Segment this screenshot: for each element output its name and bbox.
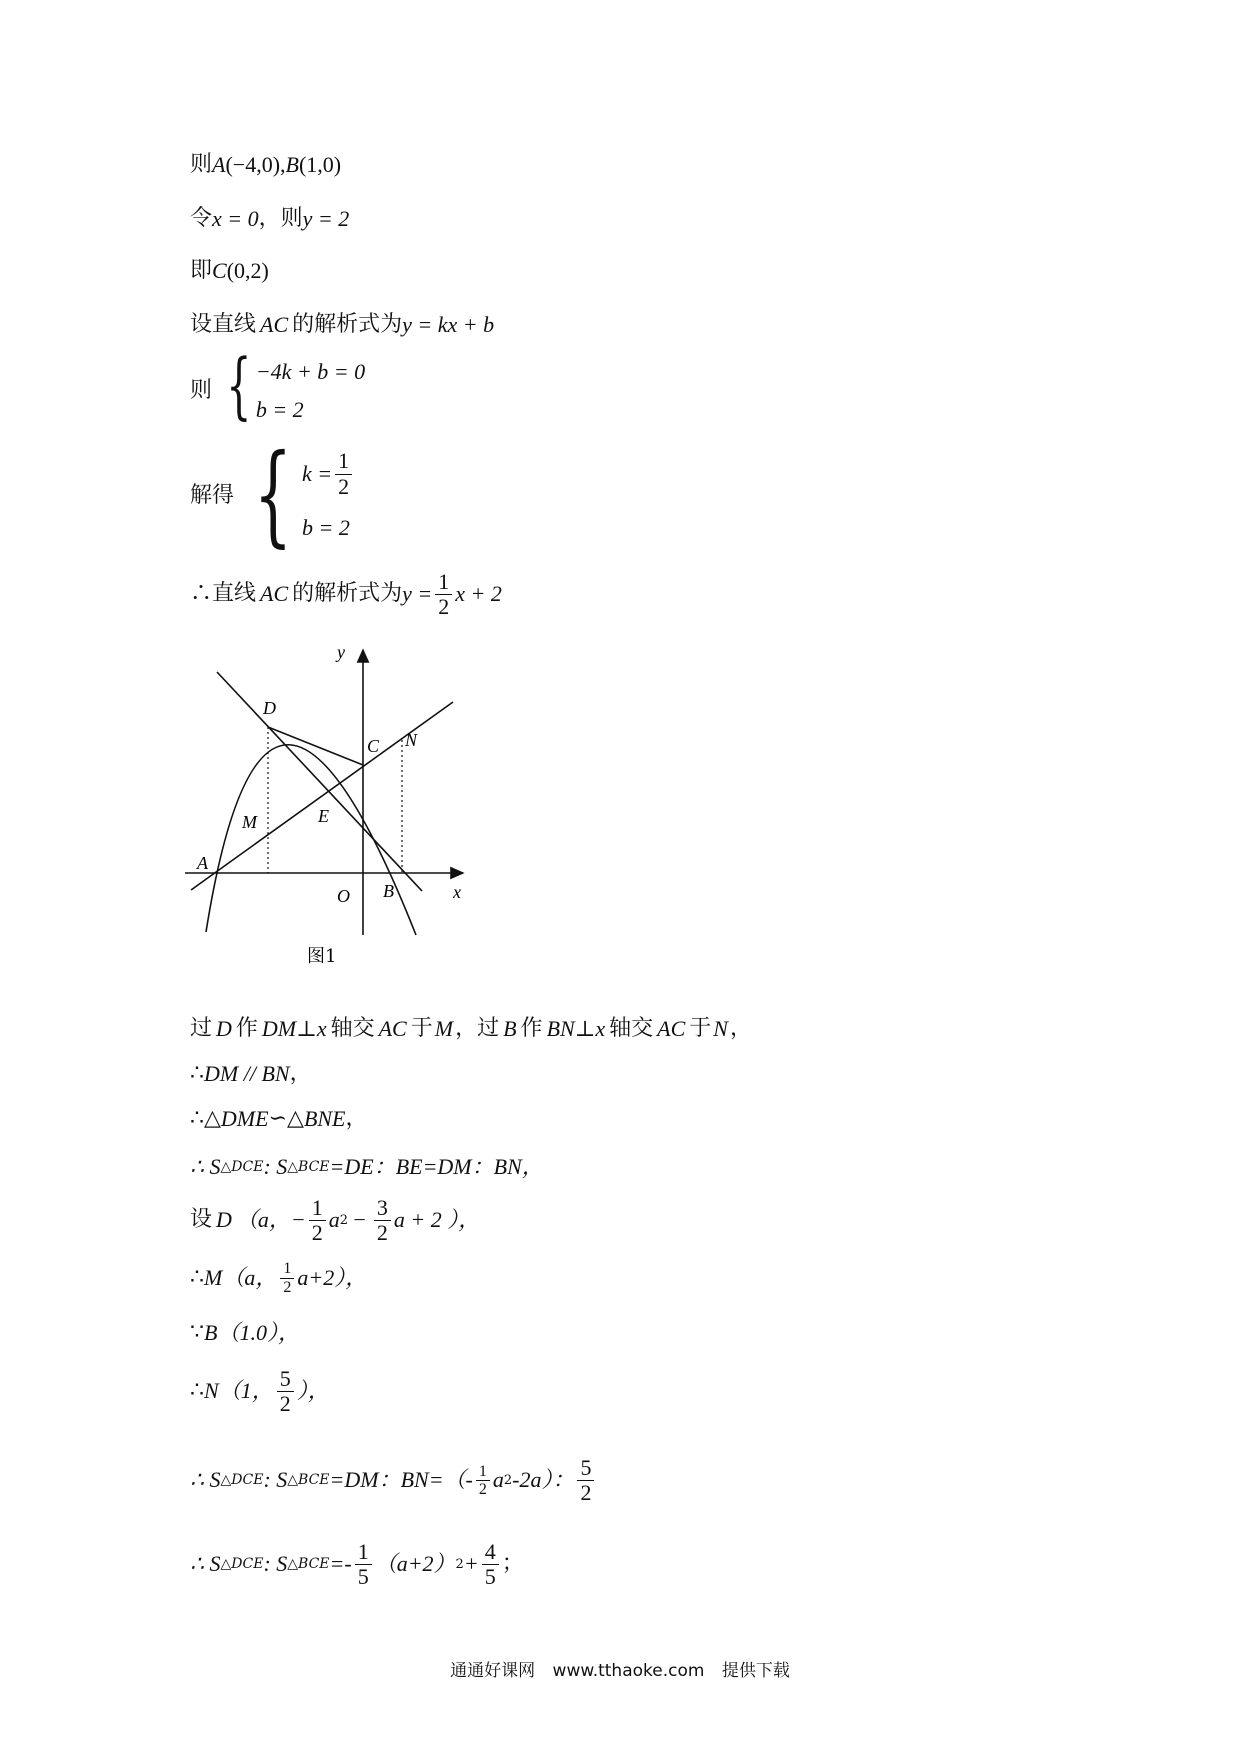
point-a-coord: (−4,0), [225,152,286,177]
math: : S [263,1467,288,1493]
line-db [217,672,422,891]
subscript: △DCE [220,1158,264,1175]
label-c: C [367,736,380,756]
line-point-m [190,1260,367,1296]
math: （a+2） [374,1551,456,1577]
math: − [352,1207,367,1233]
text: 令 [190,206,213,231]
math: : S [263,1154,288,1179]
text: 于 [689,1016,712,1041]
text: ， [729,1016,752,1041]
math: D [216,1207,232,1233]
equation-system [216,343,366,429]
math: ∴ S [190,1154,221,1179]
label-m: M [242,812,257,832]
label-x: x [453,882,461,902]
line-area-ratio-2: ∴ S △DCE : S △BCE =DM：BN=（- $\frac{1}{2}$ a 2 -2a）： $\frac{5}{2}$ [190,1456,597,1505]
text: ∴ [190,1264,204,1290]
label-e: E [318,806,329,826]
text: ，过 [455,1016,500,1041]
label-o: O [337,886,350,906]
system-row: −4k + b = 0 [255,358,366,384]
math: + [463,1551,479,1577]
denominator: 2 [478,1481,487,1499]
math: AC [378,1016,407,1041]
text: 作 [520,1016,543,1041]
fraction [277,1367,294,1416]
denominator: 2 [580,1480,592,1506]
point-a-label: A [212,152,226,177]
fraction [435,570,452,619]
math: a [328,1207,340,1233]
numerator: 5 [277,1367,294,1392]
line-point-n [190,1367,330,1416]
text: ∴直线 [190,581,257,607]
line-ac-result [190,570,502,619]
system-row: b = 2 [302,514,350,540]
text: ∵ [190,1320,204,1345]
denominator: 2 [338,473,350,499]
denominator: 2 [283,1278,292,1296]
text: 则 [190,377,213,403]
line-area-ratio-3 [190,1540,524,1589]
text: ∴△ [190,1106,221,1131]
fraction [374,1196,391,1245]
line-parallel [190,1061,312,1087]
system-row: b = 2 [255,396,304,422]
math: k = [302,460,333,486]
footer-url[interactable]: www.tthaoke.com [552,1661,705,1681]
math: x + 2 [455,581,502,607]
math: y = kx + b [402,312,495,337]
label-n: N [405,730,418,750]
text: ∽△ [268,1106,304,1131]
denominator: 2 [376,1220,388,1246]
fraction [476,1463,490,1499]
footer-text: 提供下载 [721,1661,790,1681]
math: D [216,1016,232,1041]
line-point-c [190,258,269,284]
numerator: 5 [577,1456,594,1481]
math: B [503,1016,517,1041]
math: （a，− [235,1207,306,1233]
denominator: 2 [438,594,450,620]
label-a: A [197,853,208,873]
text: ， [289,1061,312,1086]
math: BNE [303,1106,346,1131]
math: N [713,1016,728,1041]
math: ∴ S [190,1551,221,1577]
text: 的解析式为 [292,581,403,607]
line-system-2 [190,430,355,558]
math: DME [220,1106,269,1131]
math: M [204,1264,223,1290]
point-c-label: C [212,258,227,283]
math: a [492,1467,504,1493]
denominator: 5 [484,1564,496,1590]
page-footer [0,1656,1240,1681]
math: （1.0）， [217,1320,300,1345]
figure-parabola-diagram [185,640,475,980]
text: ∴ [190,1378,204,1404]
denominator: 5 [357,1564,369,1590]
math: ∴ S [190,1467,221,1493]
subscript: △BCE [287,1556,330,1573]
denominator: 2 [279,1391,291,1417]
brace: { [253,430,293,558]
text: ∴ [190,1061,204,1086]
math: a + 2 ）， [393,1207,481,1233]
numerator: 4 [482,1540,499,1565]
point-b-coord: (1,0) [298,152,342,177]
text: 即 [190,258,213,283]
label-d: D [263,698,276,718]
math: DM⊥x [261,1016,327,1041]
numerator: 1 [435,570,452,595]
math: =DM：BN=（- [329,1467,473,1493]
subscript: △BCE [287,1472,330,1489]
superscript: 2 [455,1556,464,1572]
math: =DE：BE=DM：BN， [329,1154,544,1179]
text: ； [501,1551,524,1577]
line-similar [190,1106,368,1132]
point-b-label: B [285,152,299,177]
math: a+2）， [297,1264,368,1290]
text: 解得 [190,482,235,508]
math: （1， [218,1378,274,1404]
fraction [577,1456,594,1505]
footer-site-name: 通通好课网 [450,1661,536,1681]
text: 则 [190,152,213,177]
line-area-ratio-1 [190,1154,544,1180]
brace: { [226,343,252,427]
line-coords-ab [190,152,341,178]
math: BN⊥x [546,1016,606,1041]
fraction [309,1196,326,1245]
text: ， [345,1106,368,1131]
fraction [280,1260,294,1296]
label-y: y [337,642,345,662]
line-system-1 [190,343,366,429]
numerator: 1 [476,1463,490,1482]
line-set-d: 设 D （a，− $\frac{1}{2}$ a 2 − $\frac{3}{2}$ a + 2 ）， [190,1195,481,1246]
math: y = 2 [302,206,350,231]
math: -2a）： [512,1467,575,1493]
figure-caption: 图1 [307,946,337,967]
math: AC [657,1016,686,1041]
math: y = [402,581,433,607]
math: AC [260,581,289,607]
text: 轴交 [330,1016,375,1041]
fraction [355,1540,372,1589]
math: M [434,1016,454,1041]
subscript: △DCE [220,1556,264,1573]
equation-system [238,430,355,558]
fraction [482,1540,499,1589]
numerator: 3 [374,1196,391,1221]
math: : S [263,1551,288,1577]
text: ，则 [258,206,303,231]
text: 作 [235,1016,258,1041]
text: 设 [190,1207,213,1233]
label-b: B [383,881,394,901]
subscript: △BCE [287,1158,330,1175]
line-let-x [190,206,349,232]
text: 设直线 [190,312,257,337]
text: 轴交 [609,1016,654,1041]
numerator: 1 [280,1260,294,1279]
text: 的解析式为 [292,312,403,337]
math: DM // BN [204,1061,290,1086]
math: （a， [222,1264,278,1290]
math: AC [260,312,289,337]
numerator: 1 [309,1196,326,1221]
fraction [335,449,352,498]
system-row [302,445,355,503]
math: B [204,1320,218,1345]
point-c-coord: (0,2) [226,258,269,283]
math: x = 0 [212,206,259,231]
math: ）， [296,1378,330,1404]
denominator: 2 [311,1220,323,1246]
line-construction [190,1016,752,1042]
math: N [204,1378,219,1404]
line-point-b [190,1320,300,1346]
math: =- [329,1551,352,1577]
line-set-ac [190,312,494,338]
numerator: 1 [355,1540,372,1565]
numerator: 1 [335,449,352,474]
text: 于 [410,1016,433,1041]
text: 过 [190,1016,213,1041]
subscript: △DCE [220,1472,264,1489]
